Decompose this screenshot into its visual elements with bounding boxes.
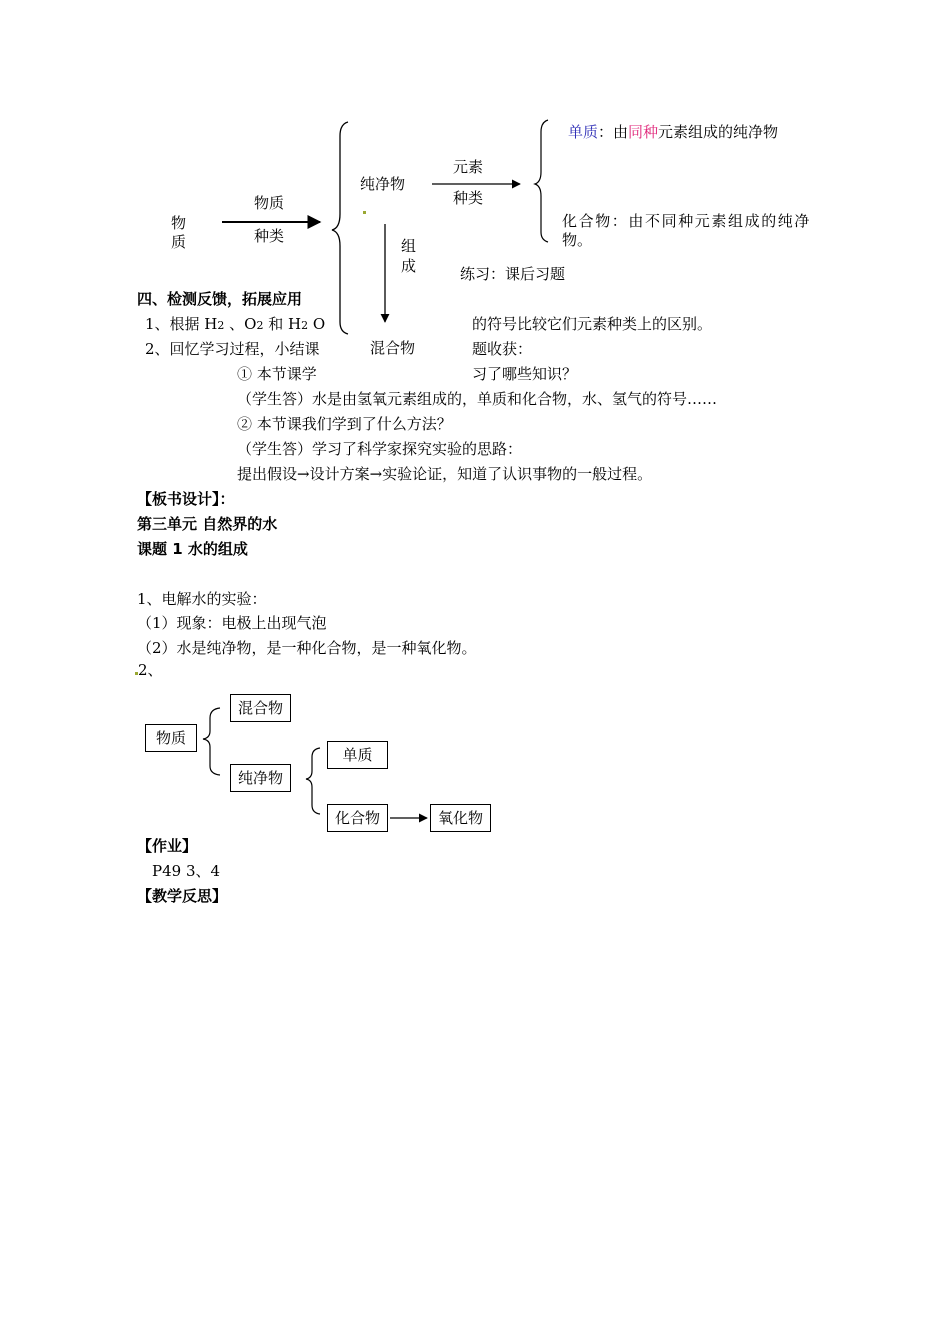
reflection-heading: 【教学反思】: [137, 887, 228, 905]
item1-mid2: 和 H: [263, 315, 302, 333]
brace-right: [535, 120, 548, 242]
tree-danzhi-box: 单质: [327, 741, 388, 769]
unit-title: 第三单元 自然界的水: [137, 515, 278, 533]
wuzhi-vertical-2: 质: [171, 233, 187, 251]
q1-post: 习了哪些知识？: [472, 365, 578, 383]
topic-title: 课题 1 水的组成: [137, 540, 248, 558]
item1-sub2: 2: [256, 319, 264, 332]
section4-item2-pre: 2、回忆学习过程，小结课: [145, 340, 320, 358]
brace-big: [332, 122, 348, 334]
board-point1: 1、电解水的实验：: [137, 590, 267, 608]
item1-sub3: 2: [301, 319, 309, 332]
hunhewu-label: 混合物: [370, 339, 416, 357]
danzhi-definition: [568, 122, 778, 142]
huahewu-definition-line2: 物。: [562, 231, 593, 249]
homework-heading: 【作业】: [137, 837, 198, 855]
zucheng-1: 组: [401, 237, 417, 255]
section4-item1: [145, 314, 325, 336]
board-heading: 【板书设计】：: [137, 490, 235, 508]
section4-heading: 四、检测反馈，拓展应用: [137, 290, 303, 308]
practice-text: 练习：课后习题: [460, 265, 566, 283]
answer2: （学生答）学习了科学家探究实验的思路：: [237, 440, 523, 458]
answer1: （学生答）水是由氢氧元素组成的，单质和化合物，水、氢气的符号……: [237, 390, 718, 408]
brace-board-1: [203, 708, 220, 775]
arrow1-top-label: 物质: [254, 194, 285, 212]
item1-pre: 1、根据 H: [145, 315, 218, 333]
tree-chunjingwu-box: 纯净物: [230, 764, 291, 792]
board-point1a: （1）现象：电极上出现气泡: [137, 614, 327, 632]
answer2-line2: 提出假设→设计方案→实验论证，知道了认识事物的一般过程。: [237, 465, 653, 483]
tree-hunhewu-box: 混合物: [230, 694, 291, 722]
board-point1b: （2）水是纯净物，是一种化合物，是一种氧化物。: [137, 639, 477, 657]
question2: ② 本节课我们学到了什么方法？: [237, 415, 452, 433]
danzhi-def-post: 元素组成的纯净物: [658, 123, 779, 141]
wuzhi-vertical-1: 物: [171, 214, 187, 232]
homework-content: P49 3、4: [152, 862, 221, 880]
item1-sub1: 2: [217, 319, 225, 332]
q1-pre: ① 本节课学: [237, 365, 317, 383]
arrow2-bottom-label: 种类: [453, 189, 484, 207]
tree-yanghuawu-box: 氧化物: [430, 804, 491, 832]
danzhi-term: 单质: [568, 123, 599, 141]
chunjingwu-label: 纯净物: [360, 175, 406, 193]
danzhi-def-pre: ：由: [598, 123, 629, 141]
yellow-dot-mark: [363, 211, 366, 214]
tree-wuzhi-box: 物质: [145, 724, 197, 752]
board-point2: 2、: [138, 661, 163, 679]
section4-item2-post: 题收获：: [472, 340, 533, 358]
item1-mid1: 、O: [224, 315, 257, 333]
zucheng-2: 成: [401, 257, 417, 275]
tree-huahewu-box: 化合物: [327, 804, 388, 832]
section4-item1-post: 的符号比较它们元素种类上的区别。: [472, 315, 713, 333]
arrow2-top-label: 元素: [453, 158, 484, 176]
tongzhong-emphasis: 同种: [628, 123, 659, 141]
arrow1-bottom-label: 种类: [254, 227, 285, 245]
brace-board-2: [306, 748, 320, 814]
huahewu-definition-line1: 化合物：由不同种元素组成的纯净: [562, 212, 812, 230]
item1-mid3: O: [308, 315, 326, 333]
